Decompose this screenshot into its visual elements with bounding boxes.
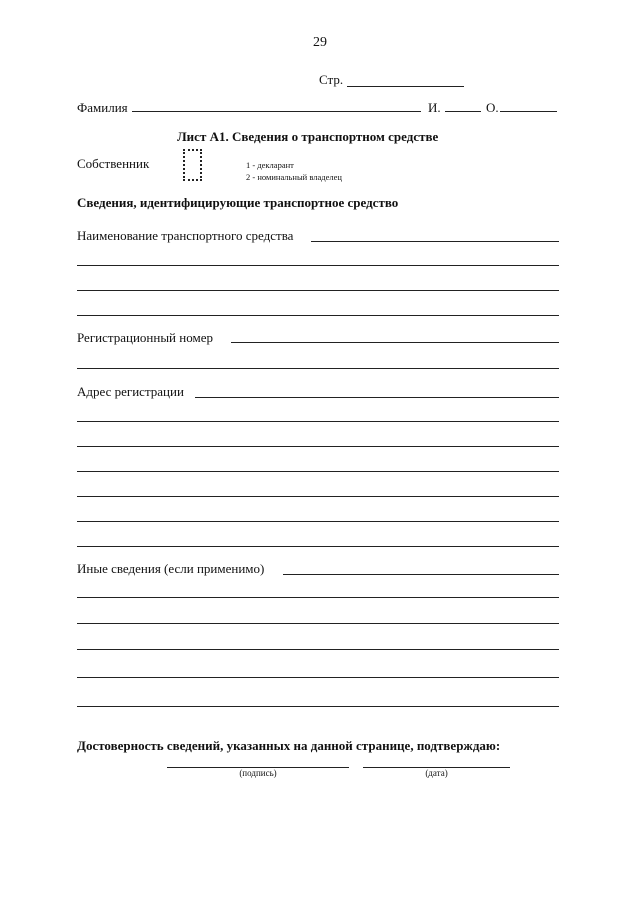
initial-o-field[interactable]: [500, 111, 557, 112]
owner-option-2: 2 - номинальный владелец: [246, 172, 342, 182]
other-info-line[interactable]: [77, 597, 559, 598]
reg-address-line[interactable]: [77, 546, 559, 547]
signature-caption: (подпись): [239, 768, 277, 778]
vehicle-name-label: Наименование транспортного средства: [77, 228, 294, 243]
reg-address-line[interactable]: [77, 421, 559, 422]
reg-number-line[interactable]: [77, 368, 559, 369]
owner-label: Собственник: [77, 156, 150, 171]
other-info-label: Иные сведения (если применимо): [77, 561, 265, 576]
vehicle-name-field[interactable]: [311, 241, 559, 242]
other-info-line[interactable]: [77, 677, 559, 678]
owner-code-box[interactable]: [183, 149, 202, 181]
reg-address-line[interactable]: [77, 471, 559, 472]
confirmation-text: Достоверность сведений, указанных на данной странице, подтверждаю:: [77, 738, 501, 753]
reg-address-line[interactable]: [77, 521, 559, 522]
initial-i-label: И.: [428, 100, 441, 115]
reg-address-field[interactable]: [195, 397, 559, 398]
other-info-line[interactable]: [77, 706, 559, 707]
other-info-field[interactable]: [283, 574, 559, 575]
reg-address-label: Адрес регистрации: [77, 384, 184, 399]
reg-address-line[interactable]: [77, 496, 559, 497]
vehicle-name-line[interactable]: [77, 290, 559, 291]
vehicle-name-line[interactable]: [77, 265, 559, 266]
page-label: Стр.: [319, 72, 344, 87]
sheet-title: Лист А1. Сведения о транспортном средстве: [177, 129, 439, 144]
vehicle-name-line[interactable]: [77, 315, 559, 316]
page-field[interactable]: [347, 86, 464, 87]
owner-option-1: 1 - декларант: [246, 160, 294, 170]
page-number: 29: [313, 35, 327, 50]
other-info-line[interactable]: [77, 623, 559, 624]
reg-number-label: Регистрационный номер: [77, 330, 213, 345]
initial-o-label: О.: [486, 100, 499, 115]
surname-field[interactable]: [132, 111, 421, 112]
surname-label: Фамилия: [77, 100, 128, 115]
other-info-line[interactable]: [77, 649, 559, 650]
section-heading: Сведения, идентифицирующие транспортное средство: [77, 195, 399, 210]
date-caption: (дата): [425, 768, 448, 778]
reg-number-field[interactable]: [231, 342, 559, 343]
reg-address-line[interactable]: [77, 446, 559, 447]
initial-i-field[interactable]: [445, 111, 481, 112]
